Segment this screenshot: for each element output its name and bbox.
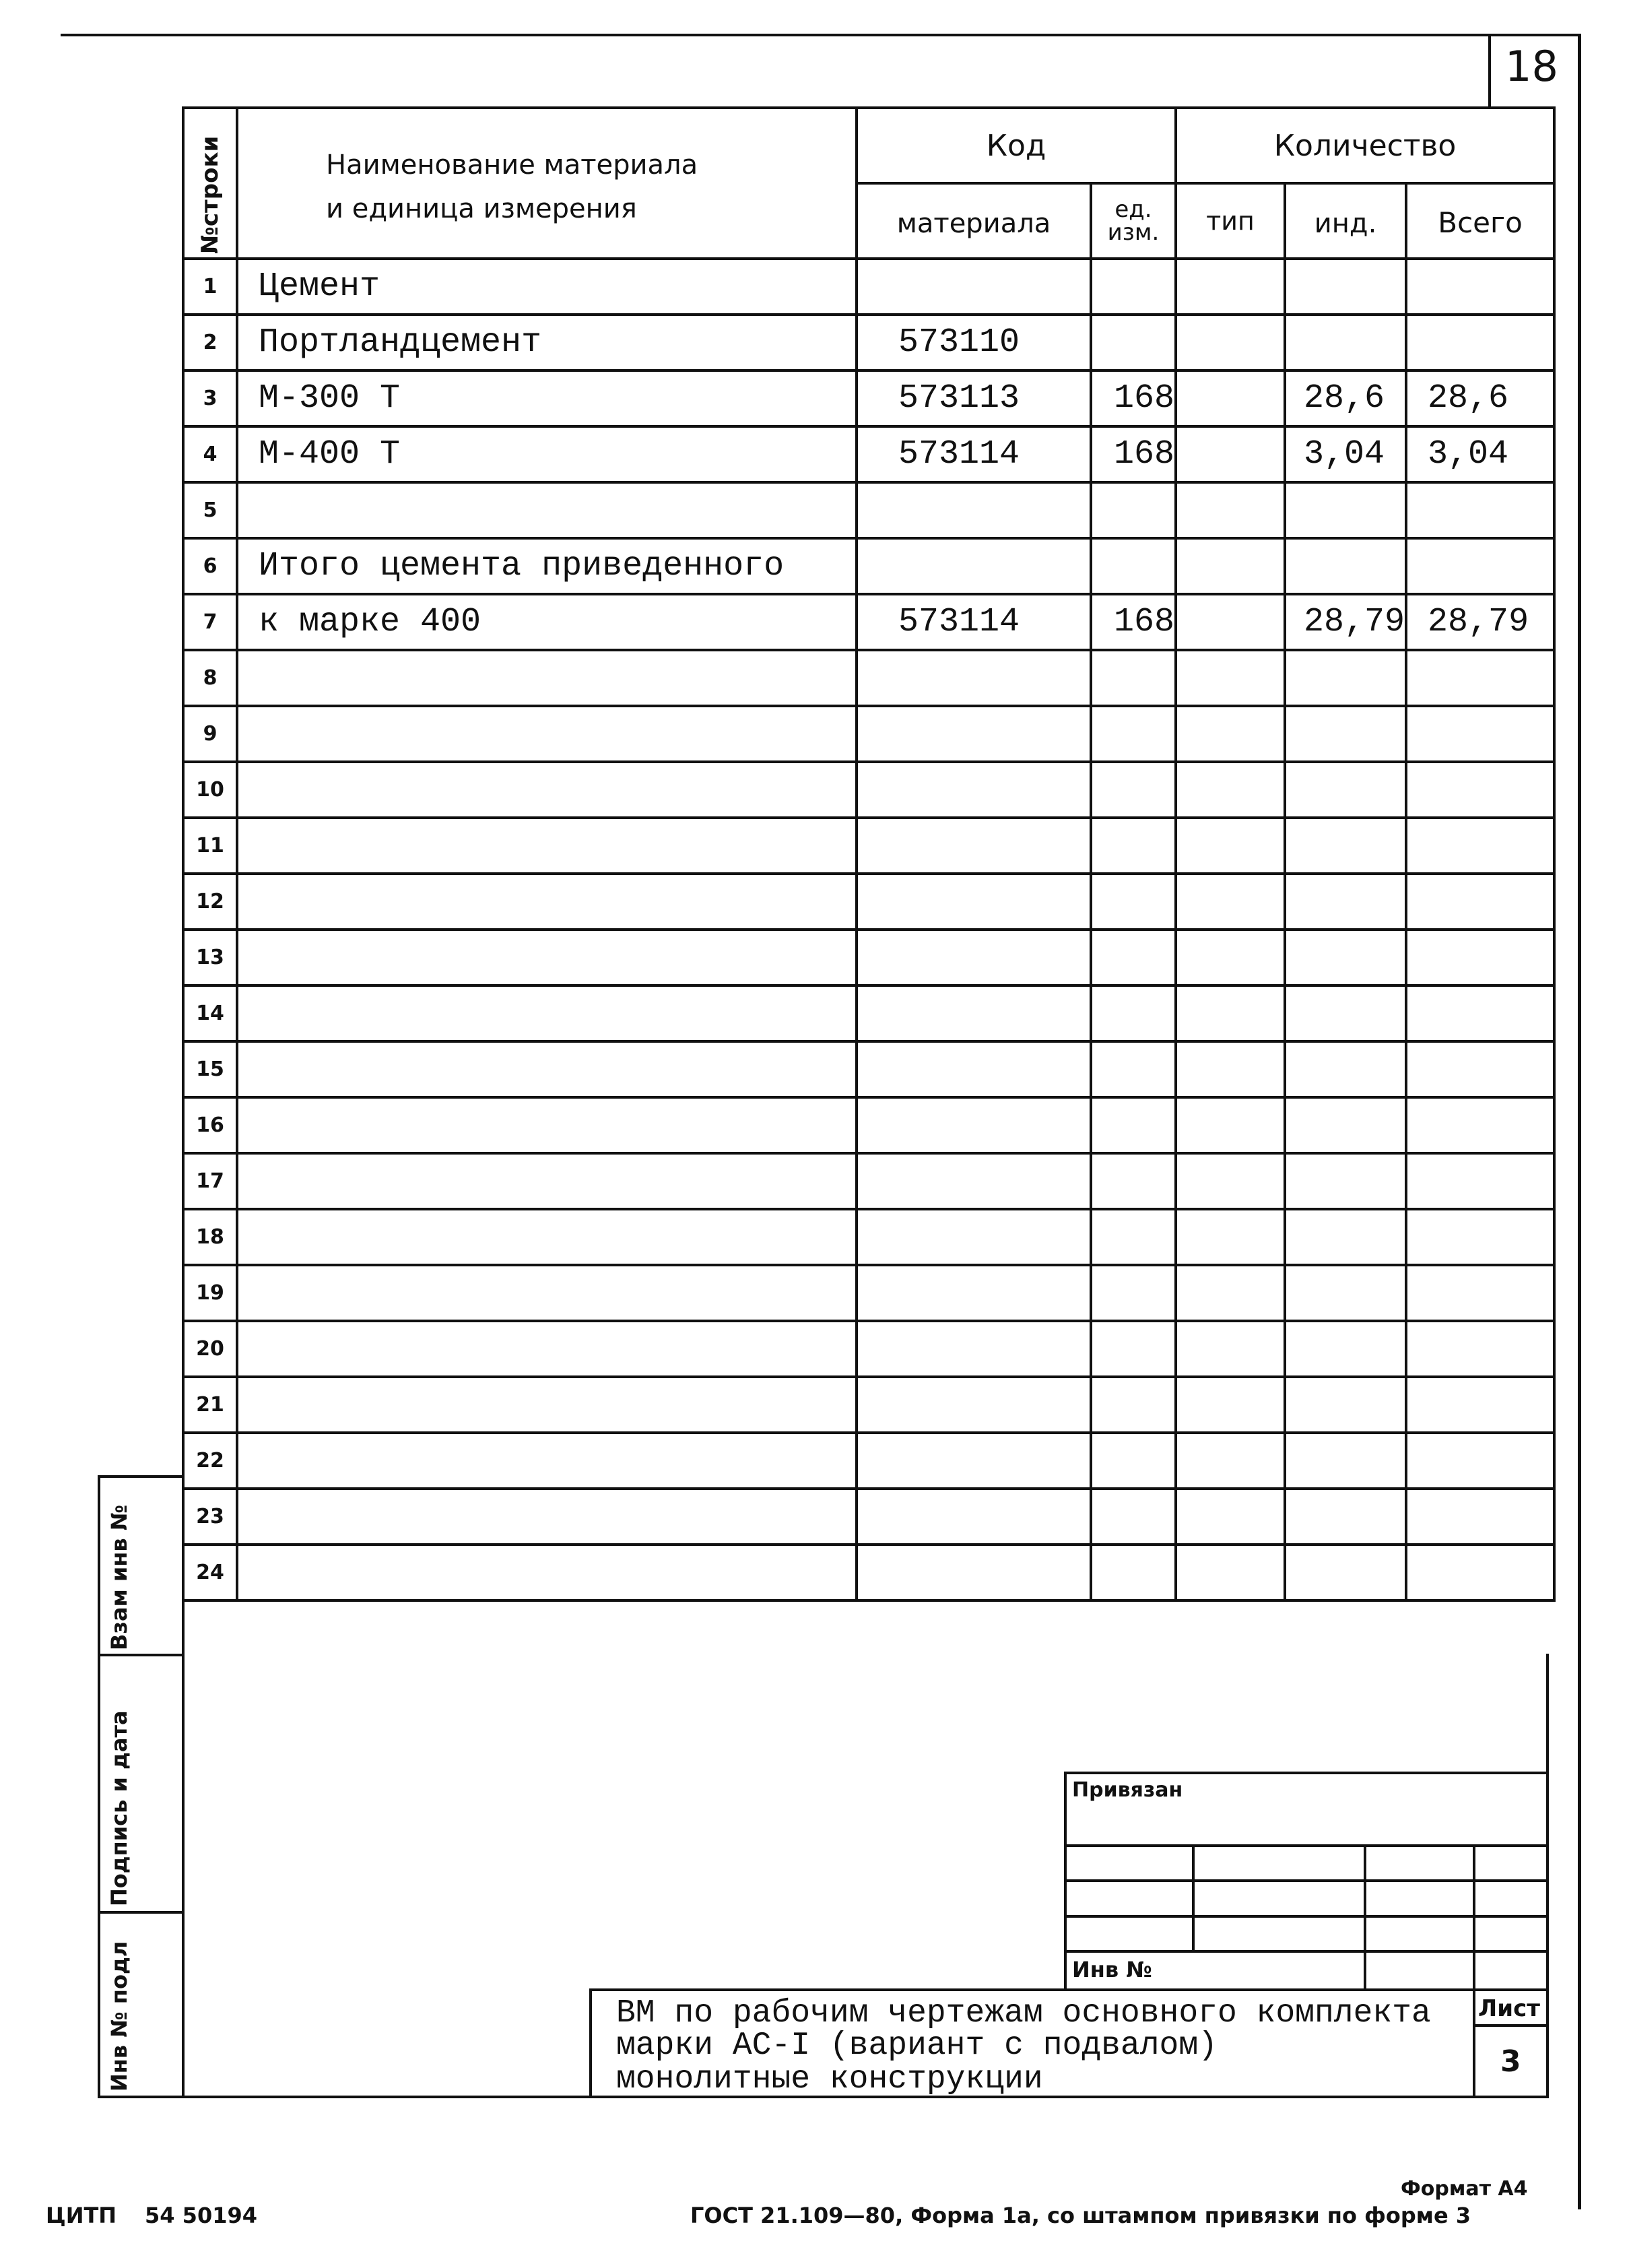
qty-total <box>1406 650 1554 706</box>
unit-code <box>1091 1041 1176 1097</box>
qty-ind <box>1285 538 1406 594</box>
stamp-row1 <box>1064 1844 1549 1847</box>
row-number: 6 <box>183 538 237 594</box>
lower-frame-left <box>182 1654 185 2098</box>
name-header-line1: Наименование материала <box>326 150 698 181</box>
qty-type <box>1176 482 1285 538</box>
unit-code <box>1091 1545 1176 1600</box>
material-code <box>857 1489 1091 1545</box>
qty-ind <box>1285 1321 1406 1377</box>
material-code <box>857 1041 1091 1097</box>
material-name <box>237 1041 857 1097</box>
unit-code <box>1091 706 1176 762</box>
header-name <box>237 108 857 259</box>
material-name: Итого цемента приведенного <box>237 538 857 594</box>
side-strip-top <box>98 1475 184 1478</box>
material-name: Портландцемент <box>237 315 857 370</box>
row-number: 2 <box>183 315 237 370</box>
right-border <box>1578 34 1581 2209</box>
row-no-label: №строки <box>197 135 224 254</box>
row-number: 9 <box>183 706 237 762</box>
header-code-material: материала <box>857 183 1091 259</box>
qty-type <box>1176 762 1285 818</box>
unit-code: 168 <box>1091 594 1176 650</box>
stamp-row3 <box>1064 1915 1549 1918</box>
header-row-no <box>183 108 237 259</box>
stamp-row4 <box>1064 1950 1549 1953</box>
qty-ind <box>1285 1097 1406 1153</box>
material-name <box>237 1433 857 1489</box>
material-name: к марке 400 <box>237 594 857 650</box>
list-label-bottom <box>1473 2024 1549 2027</box>
material-name <box>237 1209 857 1265</box>
table-row <box>183 650 1554 706</box>
qty-type <box>1176 315 1285 370</box>
table-row <box>183 1545 1554 1600</box>
material-code <box>857 1265 1091 1321</box>
table-row <box>183 594 1554 650</box>
side-strip-bottom <box>98 2096 184 2098</box>
material-code <box>857 1153 1091 1209</box>
qty-total <box>1406 1097 1554 1153</box>
qty-type <box>1176 818 1285 874</box>
footer-doc-no: 54 50194 <box>145 2203 257 2228</box>
material-code <box>857 650 1091 706</box>
unit-code <box>1091 762 1176 818</box>
sheet-number-box-left <box>1488 34 1491 108</box>
unit-code <box>1091 1097 1176 1153</box>
unit-code <box>1091 1209 1176 1265</box>
table-row <box>183 538 1554 594</box>
materials-table <box>182 106 1556 1602</box>
row-number: 3 <box>183 370 237 426</box>
row-number: 10 <box>183 762 237 818</box>
row-number: 17 <box>183 1153 237 1209</box>
unit-code <box>1091 1433 1176 1489</box>
material-code <box>857 482 1091 538</box>
qty-type <box>1176 874 1285 930</box>
list-label: Лист <box>1478 1995 1540 2022</box>
material-name <box>237 1153 857 1209</box>
qty-total <box>1406 762 1554 818</box>
header-code-unit: ед. изм. <box>1091 183 1176 259</box>
table-row <box>183 1377 1554 1433</box>
qty-total <box>1406 706 1554 762</box>
qty-ind <box>1285 650 1406 706</box>
qty-total <box>1406 315 1554 370</box>
title-line2: марки АС-I (вариант с подвалом) <box>616 2028 1218 2064</box>
material-name <box>237 1321 857 1377</box>
row-number: 23 <box>183 1489 237 1545</box>
qty-total <box>1406 1153 1554 1209</box>
unit-code <box>1091 874 1176 930</box>
qty-total <box>1406 1209 1554 1265</box>
qty-type <box>1176 985 1285 1041</box>
qty-total <box>1406 1545 1554 1600</box>
side-strip-div1 <box>98 1654 184 1656</box>
qty-total <box>1406 259 1554 315</box>
material-name <box>237 482 857 538</box>
qty-ind <box>1285 1209 1406 1265</box>
qty-type <box>1176 538 1285 594</box>
qty-ind <box>1285 1433 1406 1489</box>
qty-ind <box>1285 930 1406 985</box>
lower-frame-bottom <box>182 2096 1549 2098</box>
qty-type <box>1176 370 1285 426</box>
table-row <box>183 370 1554 426</box>
row-number: 12 <box>183 874 237 930</box>
title-top <box>589 1988 1549 1991</box>
table-row <box>183 985 1554 1041</box>
row-number: 7 <box>183 594 237 650</box>
material-name <box>237 650 857 706</box>
table-row <box>183 874 1554 930</box>
material-name <box>237 762 857 818</box>
table-row <box>183 1209 1554 1265</box>
material-code <box>857 1433 1091 1489</box>
qty-type <box>1176 1209 1285 1265</box>
material-name <box>237 1545 857 1600</box>
material-code: 573114 <box>857 594 1091 650</box>
side-label-inv-podl: Инв № подл <box>106 1941 132 2092</box>
material-code <box>857 818 1091 874</box>
qty-type <box>1176 1321 1285 1377</box>
unit-code <box>1091 1489 1176 1545</box>
title-line3: монолитные конструкции <box>616 2063 1043 2096</box>
row-number: 21 <box>183 1377 237 1433</box>
qty-total <box>1406 1377 1554 1433</box>
material-code: 573114 <box>857 426 1091 482</box>
qty-ind <box>1285 1041 1406 1097</box>
title-left <box>589 1988 592 2096</box>
material-name <box>237 930 857 985</box>
qty-ind <box>1285 1265 1406 1321</box>
qty-type <box>1176 650 1285 706</box>
material-name <box>237 1489 857 1545</box>
sheet-number: 18 <box>1505 42 1558 91</box>
material-code <box>857 985 1091 1041</box>
table-row <box>183 1265 1554 1321</box>
unit-code <box>1091 1153 1176 1209</box>
qty-total <box>1406 1265 1554 1321</box>
qty-total <box>1406 818 1554 874</box>
material-name <box>237 1265 857 1321</box>
row-number: 1 <box>183 259 237 315</box>
qty-ind <box>1285 1377 1406 1433</box>
qty-type <box>1176 1153 1285 1209</box>
table-row <box>183 706 1554 762</box>
material-name: М-400 Т <box>237 426 857 482</box>
qty-ind <box>1285 985 1406 1041</box>
header-code-group: Код <box>857 108 1176 183</box>
title-line1: ВМ по рабочим чертежам основного комплекта <box>616 1995 1431 2032</box>
stamp-col3 <box>1473 1844 1475 2097</box>
side-strip-div2 <box>98 1911 184 1914</box>
row-number: 8 <box>183 650 237 706</box>
unit-code <box>1091 1377 1176 1433</box>
stamp-col1 <box>1192 1844 1195 1952</box>
qty-type <box>1176 1545 1285 1600</box>
row-number: 13 <box>183 930 237 985</box>
qty-ind <box>1285 315 1406 370</box>
qty-total <box>1406 1321 1554 1377</box>
footer-org: ЦИТП <box>46 2203 117 2228</box>
name-header-line2: и единица измерения <box>326 193 637 224</box>
unit-code <box>1091 650 1176 706</box>
row-number: 14 <box>183 985 237 1041</box>
table-row <box>183 482 1554 538</box>
unit-code <box>1091 315 1176 370</box>
material-code <box>857 1377 1091 1433</box>
qty-type <box>1176 1041 1285 1097</box>
qty-ind <box>1285 762 1406 818</box>
qty-total <box>1406 985 1554 1041</box>
unit-code: 168 <box>1091 370 1176 426</box>
qty-type <box>1176 1433 1285 1489</box>
material-code <box>857 538 1091 594</box>
material-code <box>857 930 1091 985</box>
header-qty-type: тип <box>1176 183 1285 259</box>
unit-code <box>1091 1265 1176 1321</box>
table-row <box>183 930 1554 985</box>
unit-code <box>1091 985 1176 1041</box>
table-row <box>183 259 1554 315</box>
unit-code <box>1091 259 1176 315</box>
side-strip-left <box>98 1475 100 2098</box>
unit-code <box>1091 538 1176 594</box>
table-row <box>183 818 1554 874</box>
material-code <box>857 259 1091 315</box>
table-row <box>183 1489 1554 1545</box>
qty-ind: 28,79 <box>1285 594 1406 650</box>
qty-type <box>1176 594 1285 650</box>
material-code <box>857 706 1091 762</box>
table-row <box>183 315 1554 370</box>
qty-ind <box>1285 1545 1406 1600</box>
qty-total: 28,6 <box>1406 370 1554 426</box>
material-code <box>857 1097 1091 1153</box>
table-row <box>183 1321 1554 1377</box>
row-number: 24 <box>183 1545 237 1600</box>
row-number: 18 <box>183 1209 237 1265</box>
qty-type <box>1176 259 1285 315</box>
unit-code <box>1091 1321 1176 1377</box>
qty-total <box>1406 1433 1554 1489</box>
table-row <box>183 1097 1554 1153</box>
row-number: 16 <box>183 1097 237 1153</box>
qty-total <box>1406 538 1554 594</box>
qty-type <box>1176 1377 1285 1433</box>
table-row <box>183 1433 1554 1489</box>
header-qty-ind: инд. <box>1285 183 1406 259</box>
top-border <box>61 34 1579 36</box>
material-code <box>857 762 1091 818</box>
qty-ind <box>1285 874 1406 930</box>
side-label-vzam: Взам инв № <box>106 1504 132 1650</box>
table-row <box>183 1153 1554 1209</box>
material-name <box>237 985 857 1041</box>
stamp-privyazan: Привязан <box>1072 1778 1183 1802</box>
table-row <box>183 762 1554 818</box>
material-name <box>237 874 857 930</box>
row-number: 19 <box>183 1265 237 1321</box>
qty-total <box>1406 874 1554 930</box>
stamp-row2 <box>1064 1879 1549 1882</box>
material-name: М-300 Т <box>237 370 857 426</box>
qty-type <box>1176 930 1285 985</box>
qty-type <box>1176 706 1285 762</box>
qty-ind: 3,04 <box>1285 426 1406 482</box>
unit-code <box>1091 482 1176 538</box>
qty-ind <box>1285 1489 1406 1545</box>
qty-ind: 28,6 <box>1285 370 1406 426</box>
side-label-podpis: Подпись и дата <box>106 1710 132 1906</box>
unit-code: 168 <box>1091 426 1176 482</box>
qty-ind <box>1285 818 1406 874</box>
qty-total <box>1406 930 1554 985</box>
unit-code <box>1091 818 1176 874</box>
row-number: 5 <box>183 482 237 538</box>
qty-type <box>1176 1265 1285 1321</box>
header-qty-total: Всего <box>1406 183 1554 259</box>
unit-code <box>1091 930 1176 985</box>
footer-gost: ГОСТ 21.109—80, Форма 1а, со штампом привязки по форме 3 <box>690 2203 1471 2228</box>
qty-total: 3,04 <box>1406 426 1554 482</box>
table-row <box>183 1041 1554 1097</box>
stamp-col2 <box>1364 1844 1366 1989</box>
material-code <box>857 1321 1091 1377</box>
material-name <box>237 706 857 762</box>
qty-total <box>1406 482 1554 538</box>
material-name <box>237 818 857 874</box>
qty-total: 28,79 <box>1406 594 1554 650</box>
material-code: 573110 <box>857 315 1091 370</box>
list-value: 3 <box>1500 2044 1521 2079</box>
row-number: 11 <box>183 818 237 874</box>
material-name <box>237 1097 857 1153</box>
table-row <box>183 426 1554 482</box>
qty-ind <box>1285 1153 1406 1209</box>
material-name: Цемент <box>237 259 857 315</box>
row-number: 15 <box>183 1041 237 1097</box>
footer-format: Формат А4 <box>1401 2177 1528 2201</box>
header-row-1 <box>183 108 1554 183</box>
qty-type <box>1176 1097 1285 1153</box>
material-code <box>857 874 1091 930</box>
material-code <box>857 1209 1091 1265</box>
qty-total <box>1406 1041 1554 1097</box>
qty-ind <box>1285 482 1406 538</box>
qty-type <box>1176 1489 1285 1545</box>
qty-ind <box>1285 259 1406 315</box>
stamp-top <box>1064 1772 1549 1774</box>
row-number: 20 <box>183 1321 237 1377</box>
material-code <box>857 1545 1091 1600</box>
qty-ind <box>1285 706 1406 762</box>
stamp-inv-no: Инв № <box>1072 1957 1152 1982</box>
header-qty-group: Количество <box>1176 108 1554 183</box>
row-number: 4 <box>183 426 237 482</box>
qty-total <box>1406 1489 1554 1545</box>
qty-type <box>1176 426 1285 482</box>
material-name <box>237 1377 857 1433</box>
material-code: 573113 <box>857 370 1091 426</box>
row-number: 22 <box>183 1433 237 1489</box>
lower-frame-right <box>1546 1654 1549 2098</box>
